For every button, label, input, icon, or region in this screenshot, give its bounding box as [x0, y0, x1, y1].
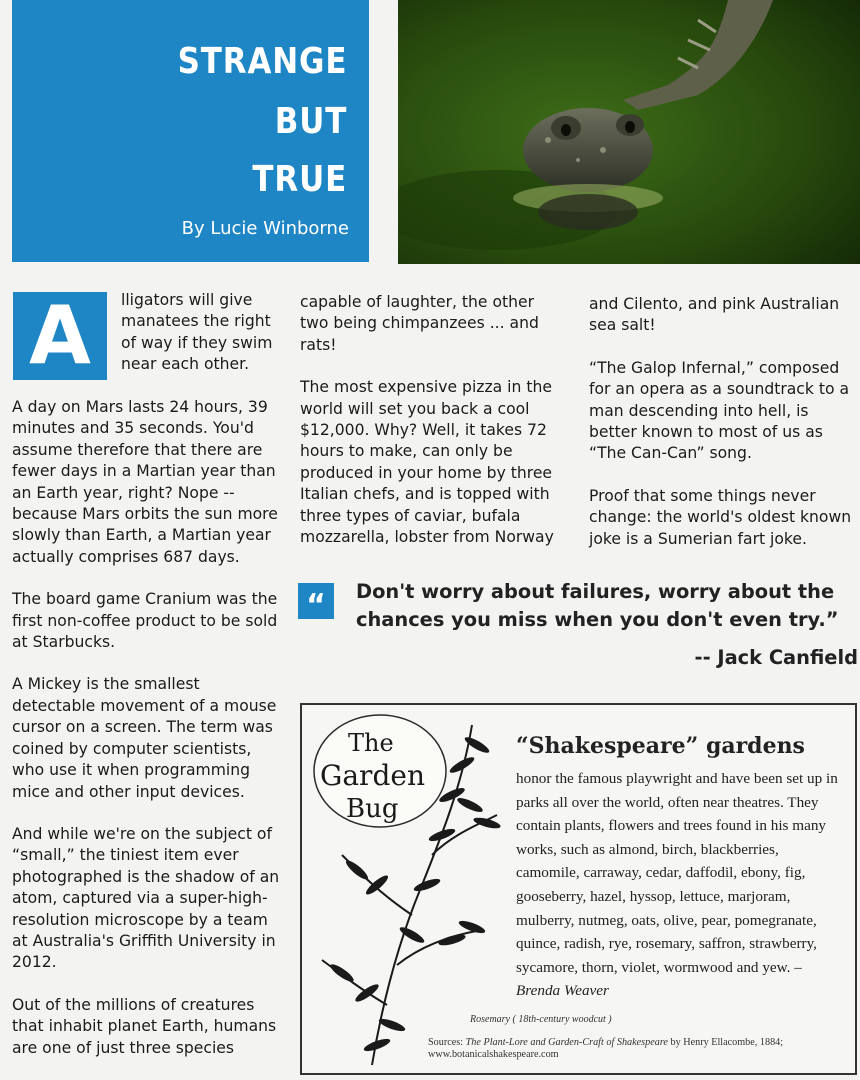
paragraph: Proof that some things never change: the world's oldest known joke is a Sumerian fart joke. — [589, 486, 852, 548]
paragraph: and Cilento, and pink Australian sea salt! — [589, 295, 840, 335]
quote-author: -- Jack Canfield — [694, 646, 858, 669]
garden-bug-logo — [308, 709, 458, 839]
paragraph: A day on Mars lasts 24 hours, 39 minutes and 35 seconds. You'd assume therefore that there are fewer days in a Martian year than an Earth year, right? Nope -- because Mars orbits the sun more slowly than Earth, a Martian year actually comprises 687 days. — [12, 398, 278, 566]
title-line-1: STRANGE — [177, 41, 347, 82]
paragraph: A Mickey is the smallest detectable movement of a mouse cursor on a screen. The term was coined by computer scientists, who use it when programming mice and other input devices. — [12, 675, 277, 801]
pull-quote: Don't worry about failures, worry about the chances you miss when you don't even try.” — [356, 580, 839, 631]
paragraph: The board game Cranium was the first non-coffee product to be sold at Starbucks. — [12, 590, 278, 652]
garden-author: – Brenda Weaver — [516, 958, 802, 1000]
header-banner — [12, 0, 369, 262]
garden-body — [516, 767, 846, 1003]
logo-line-1: The — [348, 729, 394, 757]
paragraph: “The Galop Infernal,” composed for an opera as a soundtrack to a man descending into hell, is better known to most of us as “The Can-Can” song. — [589, 358, 850, 463]
column-1 — [12, 397, 282, 1080]
paragraph: The most expensive pizza in the world will set you back a cool $12,000. Why? Well, it takes 72 hours to make, can only be produced in your home by three Italian chefs, and is topped with three types of caviar, bufala mozzarella, lobster from Norway — [300, 378, 554, 547]
quote-icon: “ — [298, 583, 334, 619]
paragraph: Out of the millions of creatures that inhabit planet Earth, humans are one of just three species — [12, 995, 277, 1057]
woodcut-caption: Rosemary ( 18th-century woodcut ) — [470, 1014, 612, 1025]
title-line-2: BUT — [274, 101, 347, 142]
column1-lead: lligators will give manatees the right of way if they swim near each other. — [121, 291, 273, 374]
column-3 — [589, 294, 857, 571]
title-line-3: TRUE — [252, 159, 347, 200]
sources — [428, 1037, 852, 1061]
sources-prefix: Sources: — [428, 1037, 466, 1048]
logo-line-3: Bug — [346, 794, 399, 824]
byline: By Lucie Winborne — [181, 218, 349, 239]
column-2 — [300, 292, 562, 569]
paragraph: capable of laughter, the other two being chimpanzees ... and rats! — [300, 293, 539, 354]
sources-rest: by Henry Ellacombe, 1884; www.botanicalshakespeare.com — [428, 1037, 784, 1060]
garden-title: “Shakespeare” gardens — [516, 733, 805, 759]
paragraph: And while we're on the subject of “small,” the tiniest item ever photographed is the shadow of an atom, captured via a super-high-resolution microscope by a team at Australia's Griffith University in 2012. — [12, 824, 280, 972]
garden-body-text: honor the famous playwright and have been set up in parks all over the world, often near theatres. They contain plants, flowers and trees found in his many works, such as almond, birch, blackberries, camomile, carraway, cedar, daffodil, ebony, fig, gooseberry, hazel, hyssop, lettuce, marjoram, mulberry, nutmeg, oats, olive, pear, pomegranate, quince, radish, rye, rosemary, saffron, strawberry, sycamore, thorn, violet, wormwood and yew. — [516, 770, 838, 976]
garden-bug-box — [300, 703, 857, 1075]
logo-line-2: Garden — [320, 759, 425, 792]
sources-book: The Plant-Lore and Garden-Craft of Shakespeare — [465, 1037, 668, 1048]
alligator-photo — [398, 0, 860, 264]
drop-cap: A — [13, 292, 107, 380]
